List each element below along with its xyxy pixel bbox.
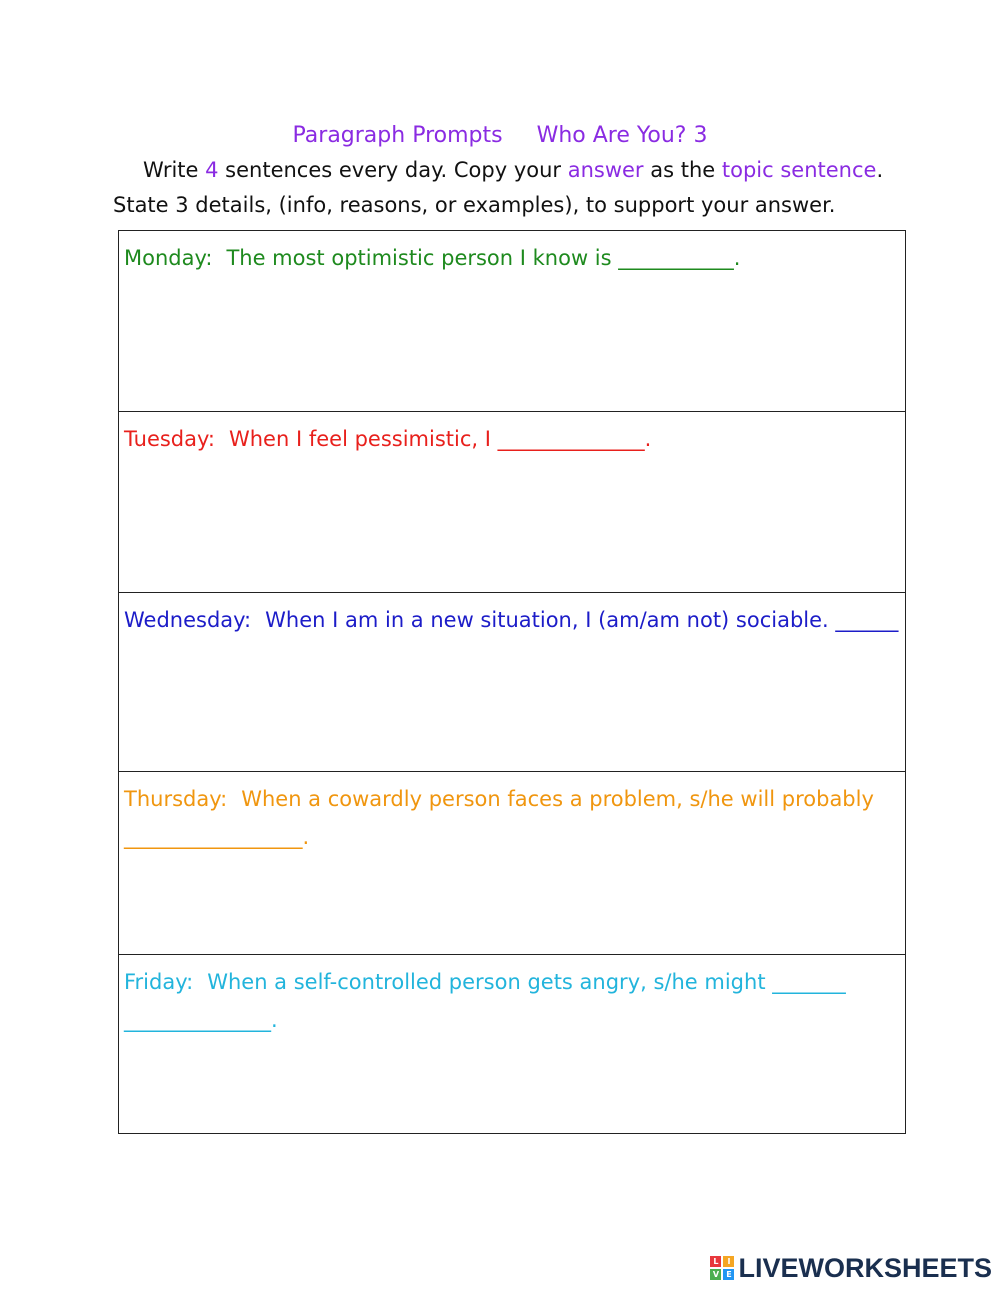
liveworksheets-logo xyxy=(710,1253,992,1283)
prompt-text: When a self-controlled person gets angry, s/he might _______ ______________. xyxy=(124,970,846,1032)
day-label: Friday: xyxy=(124,970,194,994)
answer-highlight: answer xyxy=(567,158,644,182)
title-right: Who Are You? xyxy=(536,123,687,148)
logo-mark-icon xyxy=(710,1256,734,1280)
title-number: 3 xyxy=(693,123,708,148)
prompt-row-wednesday[interactable] xyxy=(119,593,905,772)
prompt-text: When I am in a new situation, I (am/am not) sociable. ______ xyxy=(265,608,899,632)
prompt-row-thursday[interactable] xyxy=(119,772,905,955)
prompt-text: When I feel pessimistic, I ______________. xyxy=(228,427,652,451)
day-label: Tuesday: xyxy=(124,427,215,451)
prompt-row-friday[interactable] xyxy=(119,955,905,1133)
instruction-line-2: State 3 details, (info, reasons, or examples), to support your answer. xyxy=(113,193,836,217)
logo-text: LIVEWORKSHEETS xyxy=(738,1252,992,1283)
prompt-text: When a cowardly person faces a problem, s/he will probably _________________. xyxy=(124,787,874,849)
sentence-count: 4 xyxy=(205,158,219,182)
page-title xyxy=(0,123,1000,148)
prompt-table xyxy=(118,230,906,1134)
title-left: Paragraph Prompts xyxy=(292,123,503,148)
prompt-row-monday[interactable] xyxy=(119,231,905,412)
logo-letter: I xyxy=(723,1256,734,1267)
day-label: Thursday: xyxy=(124,787,228,811)
day-label: Monday: xyxy=(124,246,213,270)
prompt-text: The most optimistic person I know is ___________. xyxy=(226,246,741,270)
prompt-row-tuesday[interactable] xyxy=(119,412,905,593)
logo-letter: V xyxy=(710,1269,721,1280)
instruction-line-1: Write 4 sentences every day. Copy your answer as the topic sentence. xyxy=(143,158,884,182)
logo-letter: L xyxy=(710,1256,721,1267)
day-label: Wednesday: xyxy=(124,608,252,632)
topic-sentence-highlight: topic sentence xyxy=(721,158,877,182)
logo-letter: E xyxy=(723,1269,734,1280)
